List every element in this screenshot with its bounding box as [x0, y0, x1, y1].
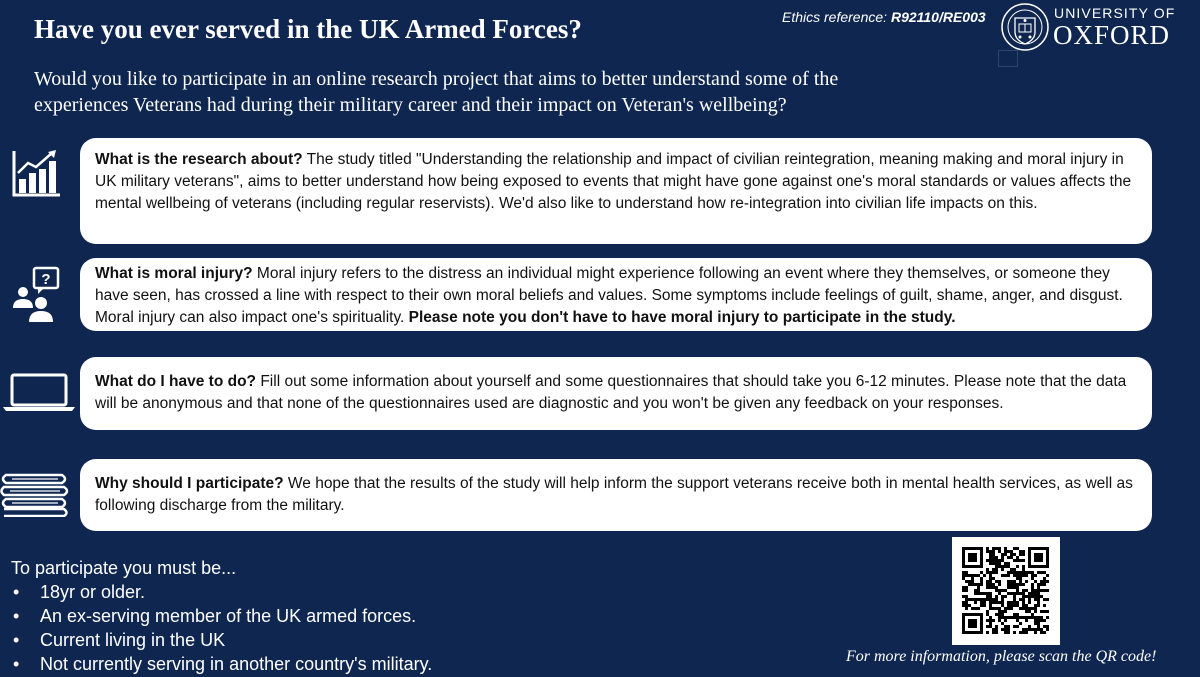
page-title: Have you ever served in the UK Armed Forces? — [34, 14, 582, 44]
qr-caption: For more information, please scan the QR code! — [846, 648, 1157, 665]
books-icon — [0, 469, 70, 517]
subtitle: Would you like to participate in an online research project that aims to better understand some of the experiences Veterans had during their military career and their impact on Veteran's wellbeing? — [34, 68, 839, 116]
oxford-logo — [998, 2, 1188, 66]
card-question: Why should I participate? — [95, 475, 284, 492]
card-text: We hope that the results of the study will help inform the support veterans receive both in mental health services, as well as following discharge from the military. — [95, 475, 1133, 514]
qr-code[interactable] — [952, 537, 1060, 645]
bar-chart-icon — [12, 149, 62, 197]
ethics-code: R92110/RE003 — [890, 9, 986, 25]
list-item: • 18yr or older. — [11, 580, 432, 604]
list-item: • Current living in the UK — [11, 628, 432, 652]
card-note: Please note you don't have to have moral injury to participate in the study. — [408, 309, 956, 326]
card-question: What do I have to do? — [95, 373, 257, 390]
logo-box — [998, 50, 1018, 67]
card-question: What is moral injury? — [95, 265, 253, 282]
question-people-icon — [12, 266, 60, 324]
card-question: What is the research about? — [95, 151, 303, 168]
oxford-crest-icon — [1000, 2, 1050, 52]
qr-code-icon — [952, 537, 1060, 645]
logo-line-1: UNIVERSITY OF — [1054, 5, 1176, 21]
svg-text:?: ? — [41, 271, 51, 288]
card-what-to-do — [80, 357, 1152, 430]
logo-line-2: OXFORD — [1053, 20, 1171, 50]
card-text: The study titled "Understanding the relationship and impact of civilian reintegration, meaning making and moral injury in UK military veterans", aims to better understand how being exposed to events that might have gone against one's moral standards or values affects the mental wellbeing of veterans (including regular reservists). We'd also like to understand how re-integration into civilian life impacts on this. — [95, 151, 1132, 212]
list-item: • An ex-serving member of the UK armed forces. — [11, 604, 432, 628]
card-text: Fill out some information about yourself and some questionnaires that should take you 6-12 minutes. Please note that the data will be anonymous and that none of the questionnaires used are diagnostic and you won't be given any feedback on your responses. — [95, 373, 1127, 412]
eligibility-list — [11, 580, 432, 676]
eligibility-section — [11, 556, 432, 676]
eligibility-heading: To participate you must be... — [11, 558, 237, 578]
list-item: • Not currently serving in another country's military. — [11, 652, 432, 676]
card-why-participate — [80, 459, 1152, 531]
card-text: Moral injury refers to the distress an individual might experience following an event where they themselves, or someone they have seen, has crossed a line with respect to their own moral beliefs and values. Some symptoms include feelings of guilt, shame, anger, and disgust. Moral injury can also impact one's spirituality. — [95, 265, 1123, 326]
card-research-about — [80, 138, 1152, 244]
ethics-label: Ethics reference: — [782, 9, 888, 25]
ethics-reference — [782, 9, 986, 25]
card-moral-injury — [80, 258, 1152, 331]
laptop-icon — [3, 372, 75, 412]
